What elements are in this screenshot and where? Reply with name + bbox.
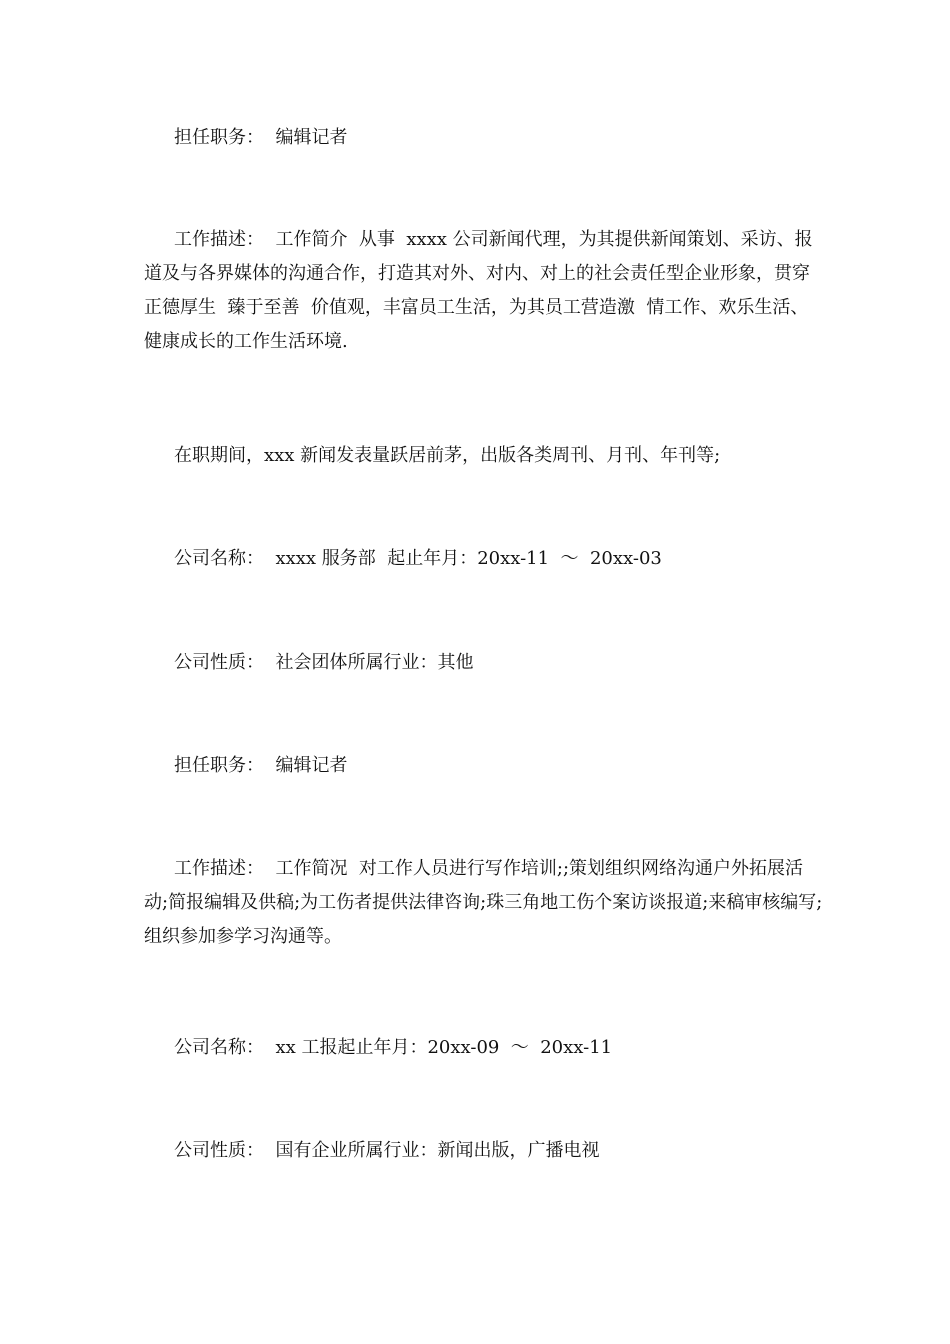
company-name-paragraph: 公司名称： xxxx 服务部 起止年月：20xx-11 ～ 20xx-03: [174, 548, 662, 569]
achievement-paragraph: 在职期间，xxx 新闻发表量跃居前茅，出版各类周刊、月刊、年刊等;: [174, 445, 721, 466]
job-description-paragraph: 工作描述： 工作简介 从事 xxxx 公司新闻代理，为其提供新闻策划、采访、报道及与各界媒体的沟通合作，打造其对外、对内、对上的社会责任型企业形象，贯穿 正德厚生 臻于至善 价值观，丰富员工生活，为其员工营造激 情工作、欢乐生活、健康成长的工作生活环境.: [144, 229, 822, 352]
position-paragraph: 担任职务： 编辑记者: [174, 127, 348, 148]
position-paragraph: 担任职务： 编辑记者: [174, 755, 348, 776]
company-nature-paragraph: 公司性质： 国有企业所属行业：新闻出版，广播电视: [174, 1140, 600, 1161]
job-description-paragraph: 工作描述： 工作简况 对工作人员进行写作培训;;策划组织网络沟通户外拓展活动;简报编辑及供稿;为工伤者提供法律咨询;珠三角地工伤个案访谈报道;来稿审核编写;组织参加参学习沟通等。: [144, 858, 823, 947]
company-name-paragraph: 公司名称： xx 工报起止年月：20xx-09 ～ 20xx-11: [174, 1037, 613, 1058]
company-nature-paragraph: 公司性质： 社会团体所属行业：其他: [174, 652, 474, 673]
